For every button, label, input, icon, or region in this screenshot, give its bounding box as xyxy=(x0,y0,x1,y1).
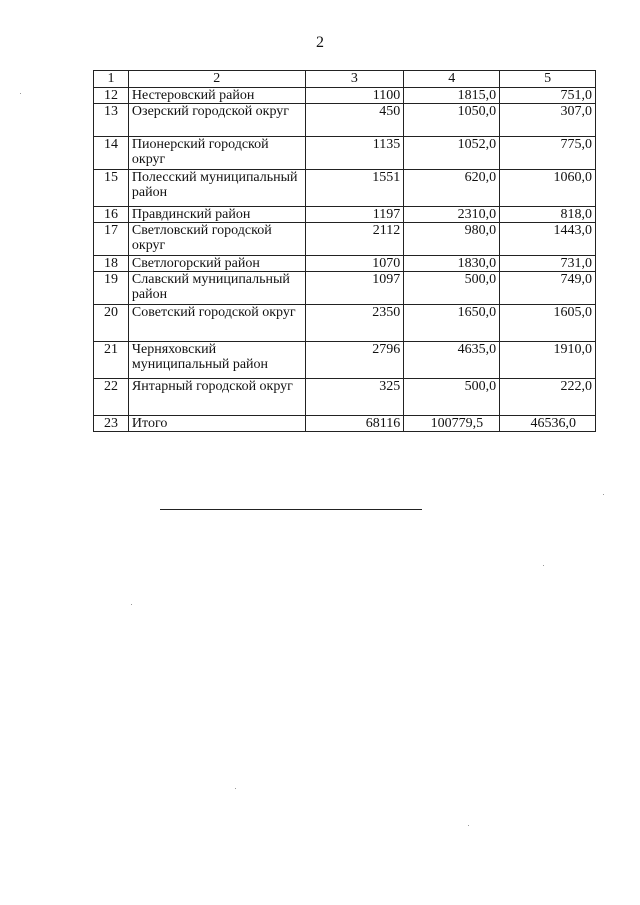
header-cell-4: 4 xyxy=(404,71,500,88)
column-3-total: 68116 xyxy=(305,416,404,432)
scan-speck xyxy=(468,825,469,826)
column-3-value: 1097 xyxy=(305,272,404,305)
column-3-value: 1135 xyxy=(305,137,404,170)
column-5-value: 775,0 xyxy=(500,137,596,170)
allocation-table xyxy=(93,70,596,432)
column-5-value: 222,0 xyxy=(500,379,596,416)
row-number: 19 xyxy=(94,272,129,305)
district-name: Черняховский муниципальный район xyxy=(128,342,305,379)
header-cell-5: 5 xyxy=(500,71,596,88)
row-number: 12 xyxy=(94,88,129,104)
scan-speck xyxy=(543,565,544,566)
header-cell-3: 3 xyxy=(305,71,404,88)
column-5-value: 1605,0 xyxy=(500,305,596,342)
column-5-value: 307,0 xyxy=(500,104,596,137)
column-5-total: 46536,0 xyxy=(500,416,596,432)
table-row xyxy=(94,223,596,256)
column-3-value: 1197 xyxy=(305,207,404,223)
column-5-value: 1443,0 xyxy=(500,223,596,256)
column-4-value: 1830,0 xyxy=(404,256,500,272)
column-4-value: 4635,0 xyxy=(404,342,500,379)
column-5-value: 1060,0 xyxy=(500,170,596,207)
column-4-value: 1650,0 xyxy=(404,305,500,342)
column-3-value: 2350 xyxy=(305,305,404,342)
district-name: Светлогорский район xyxy=(128,256,305,272)
column-4-value: 2310,0 xyxy=(404,207,500,223)
column-5-value: 751,0 xyxy=(500,88,596,104)
scan-speck xyxy=(20,93,21,94)
row-number: 17 xyxy=(94,223,129,256)
column-3-value: 450 xyxy=(305,104,404,137)
table-row xyxy=(94,207,596,223)
column-5-value: 749,0 xyxy=(500,272,596,305)
column-4-value: 1815,0 xyxy=(404,88,500,104)
district-name: Пионерский городской округ xyxy=(128,137,305,170)
table-row xyxy=(94,342,596,379)
table-row xyxy=(94,88,596,104)
column-3-value: 1070 xyxy=(305,256,404,272)
column-5-value: 1910,0 xyxy=(500,342,596,379)
district-name: Правдинский район xyxy=(128,207,305,223)
column-3-value: 1551 xyxy=(305,170,404,207)
district-name: Янтарный городской округ xyxy=(128,379,305,416)
row-number: 21 xyxy=(94,342,129,379)
district-name: Нестеровский район xyxy=(128,88,305,104)
header-cell-2: 2 xyxy=(128,71,305,88)
table-row xyxy=(94,256,596,272)
table-row xyxy=(94,305,596,342)
column-5-value: 731,0 xyxy=(500,256,596,272)
row-number: 23 xyxy=(94,416,129,432)
page-number: 2 xyxy=(316,34,324,51)
column-4-value: 620,0 xyxy=(404,170,500,207)
closing-rule xyxy=(160,509,422,510)
column-5-value: 818,0 xyxy=(500,207,596,223)
column-4-value: 1050,0 xyxy=(404,104,500,137)
table-row xyxy=(94,104,596,137)
district-name: Полесский муниципальный район xyxy=(128,170,305,207)
header-cell-1: 1 xyxy=(94,71,129,88)
row-number: 13 xyxy=(94,104,129,137)
column-3-value: 1100 xyxy=(305,88,404,104)
column-4-value: 500,0 xyxy=(404,272,500,305)
district-name: Советский городской округ xyxy=(128,305,305,342)
total-label: Итого xyxy=(128,416,305,432)
row-number: 16 xyxy=(94,207,129,223)
table-row xyxy=(94,137,596,170)
table-row xyxy=(94,170,596,207)
district-name: Славский муниципальный район xyxy=(128,272,305,305)
scan-speck xyxy=(603,494,604,495)
column-4-total: 100779,5 xyxy=(404,416,500,432)
row-number: 22 xyxy=(94,379,129,416)
table-total-row xyxy=(94,416,596,432)
column-3-value: 325 xyxy=(305,379,404,416)
column-3-value: 2796 xyxy=(305,342,404,379)
district-name: Светловский городской округ xyxy=(128,223,305,256)
column-4-value: 1052,0 xyxy=(404,137,500,170)
column-4-value: 980,0 xyxy=(404,223,500,256)
row-number: 15 xyxy=(94,170,129,207)
row-number: 20 xyxy=(94,305,129,342)
scan-speck xyxy=(235,788,236,789)
column-3-value: 2112 xyxy=(305,223,404,256)
row-number: 18 xyxy=(94,256,129,272)
district-name: Озерский городской округ xyxy=(128,104,305,137)
scan-speck xyxy=(131,604,132,605)
column-4-value: 500,0 xyxy=(404,379,500,416)
table-header-row xyxy=(94,71,596,88)
table-row xyxy=(94,379,596,416)
row-number: 14 xyxy=(94,137,129,170)
table-row xyxy=(94,272,596,305)
